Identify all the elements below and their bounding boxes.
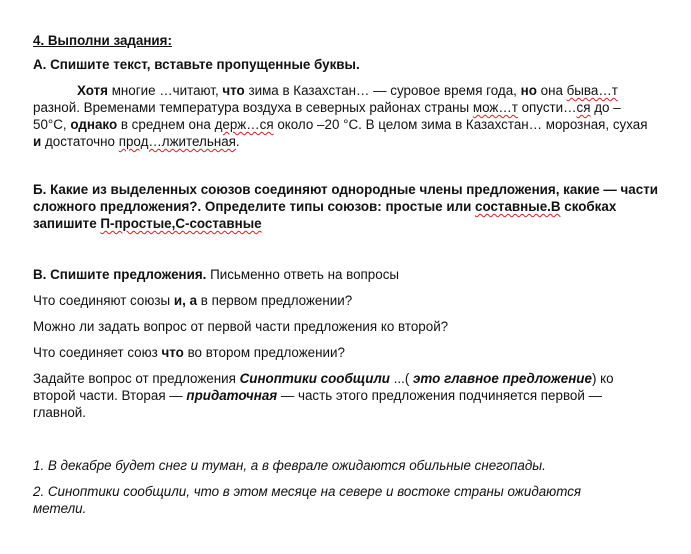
task-a-text <box>33 82 651 150</box>
question-3 <box>33 344 658 361</box>
sentence-2: 2. Синоптики сообщили, что в этом месяце на севере и востоке страны ожидаются метели. <box>33 484 582 516</box>
text-run: и <box>33 134 42 149</box>
text-run: однако <box>70 117 118 132</box>
text-run: В. Спишите предложения. <box>33 267 207 282</box>
text-run: Письменно ответь на вопросы <box>206 267 400 282</box>
text-run: Хотя <box>77 83 108 98</box>
text-run: и, а <box>173 293 198 308</box>
text-run: П-простые,С-составные <box>100 216 262 231</box>
text-run: мож…т <box>472 100 518 115</box>
text-run: это главное предложение <box>413 371 592 386</box>
text-run: Что соединяют союзы <box>33 293 174 308</box>
text-run: скобках запишите <box>33 199 617 231</box>
text-run: ся <box>576 100 591 115</box>
text-run: составные.В <box>475 199 561 214</box>
text-run: — часть этого предложения подчиняется первой — главной. <box>33 388 602 420</box>
text-run: зима в Казахстан… — суровое время года, <box>244 83 521 98</box>
text-run: что <box>222 83 245 98</box>
task-b-text <box>33 181 665 232</box>
question-1 <box>33 292 658 309</box>
page-heading: 4. Выполни задания: <box>33 33 172 48</box>
text-run: придаточная <box>186 388 278 403</box>
text-run: Что соединяет союз <box>33 345 162 360</box>
text-run: разной. Временами температура воздуха в северных районах страны <box>33 100 473 115</box>
text-run: держ…ся <box>214 117 274 132</box>
text-run: она <box>536 83 567 98</box>
text-run: во втором предложении? <box>183 345 345 360</box>
text-run: многие …читают, <box>107 83 223 98</box>
text-run: около –20 °С. В целом зима в Казахстан… морозная, сухая <box>273 117 648 132</box>
text-run: Синоптики сообщили <box>239 371 390 386</box>
text-run: прод…лжительная <box>118 134 236 149</box>
text-run: что <box>161 345 184 360</box>
task-a-title: А. Спишите текст, вставьте пропущенные буквы. <box>33 57 360 72</box>
question-4 <box>33 370 658 421</box>
text-run: . <box>235 134 240 149</box>
text-run: в среднем она <box>117 117 215 132</box>
text-run: ...( <box>389 371 414 386</box>
text-run: ) ко второй части. Вторая — <box>33 371 614 403</box>
text-run: Задайте вопрос от предложения <box>33 371 240 386</box>
text-run: но <box>520 83 537 98</box>
task-v-intro <box>33 266 658 283</box>
text-run: достаточно <box>41 134 119 149</box>
sentence-1: 1. В декабре будет снег и туман, а в феврале ожидаются обильные снегопады. <box>33 458 546 473</box>
text-run: Б. Какие из выделенных союзов соединяют однородные члены предложения, какие — части сложного предложения?. Определите типы союзов: простые или <box>33 182 658 214</box>
question-2 <box>33 318 658 335</box>
text-run: до –50°С, <box>33 100 621 132</box>
text-run: быва…т <box>566 83 618 98</box>
text-run: в первом предложении? <box>197 293 353 308</box>
text-run: опусти… <box>517 100 577 115</box>
text-run: Можно ли задать вопрос от первой части предложения ко второй? <box>33 319 449 334</box>
